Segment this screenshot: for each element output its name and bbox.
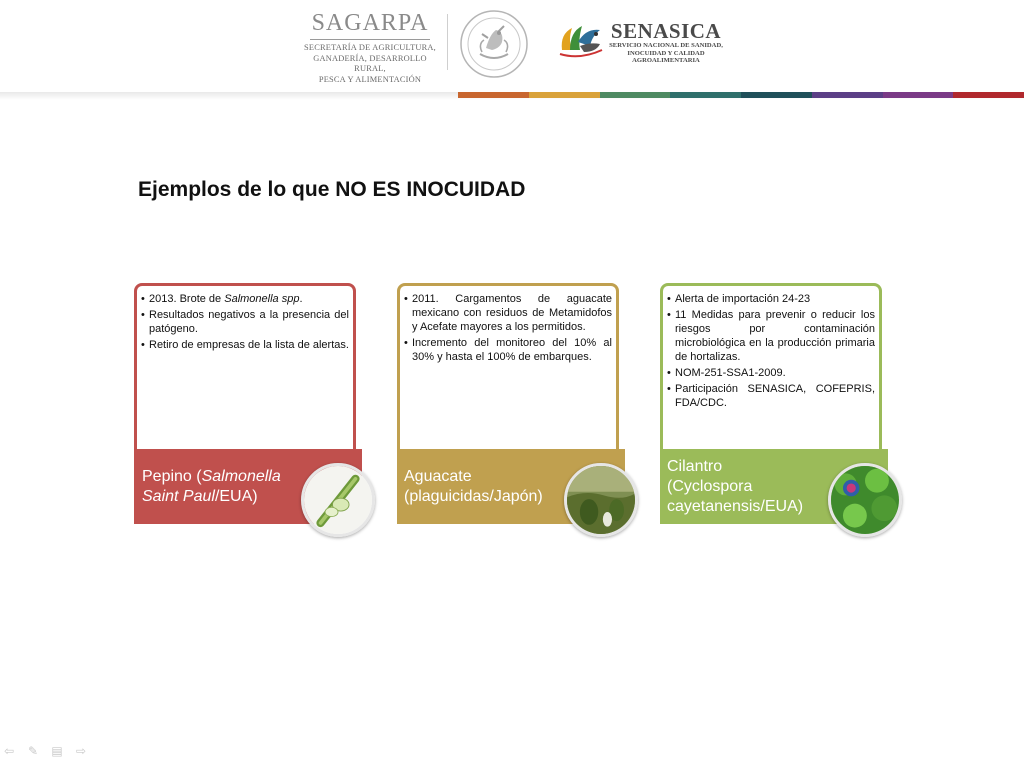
card-aguacate-bullet-1: • 2011. Cargamentos de aguacate mexicano con residuos de Metamidofos y Acefate mayores a los permitidos. — [404, 292, 612, 334]
sagarpa-subtitle-2: GANADERÍA, DESARROLLO RURAL, — [313, 53, 427, 73]
card-pepino-bullet-2: • Resultados negativos a la presencia del patógeno. — [141, 308, 349, 336]
senasica-wordmark: SENASICA — [610, 19, 722, 43]
senasica-logo — [606, 20, 726, 65]
color-strip-segment — [670, 92, 741, 98]
cilantro-photo — [828, 463, 902, 537]
senasica-emblem-icon — [556, 20, 604, 64]
pen-icon[interactable]: ✎ — [27, 744, 39, 758]
color-strip-segment — [529, 92, 600, 98]
color-strip — [458, 92, 1024, 98]
sagarpa-wordmark: SAGARPA — [311, 10, 429, 36]
card-cilantro-bullet-2: • 11 Medidas para prevenir o reducir los riesgos por contaminación microbiológica en la producción primaria de hortalizas. — [667, 308, 875, 364]
card-pepino-bullet-3: • Retiro de empresas de la lista de alertas. — [141, 338, 349, 352]
card-aguacate-label: Aguacate (plaguicidas/Japón) — [404, 468, 543, 505]
header-bar — [0, 0, 1024, 92]
card-pepino-details — [134, 283, 356, 449]
color-strip-segment — [741, 92, 812, 98]
sagarpa-rule — [310, 39, 430, 40]
card-cilantro-details — [660, 283, 882, 449]
sagarpa-logo — [300, 10, 440, 85]
senasica-subtitle-3: AGROALIMENTARIA — [632, 57, 700, 65]
color-strip-segment — [600, 92, 671, 98]
card-cilantro-bullet-4: • Participación SENASICA, COFEPRIS, FDA/CDC. — [667, 382, 875, 410]
mexican-seal-icon — [458, 8, 530, 80]
arrow-right-icon[interactable]: ⇨ — [75, 744, 87, 758]
logo-divider — [447, 14, 448, 70]
card-cilantro-label: Cilantro (Cyclospora cayetanensis/EUA) — [667, 458, 804, 515]
color-strip-segment — [883, 92, 954, 98]
card-aguacate-bullet-2: • Incremento del monitoreo del 10% al 30% y hasta el 100% de embarques. — [404, 336, 612, 364]
color-strip-segment — [812, 92, 883, 98]
card-cilantro-bullet-3: • NOM-251-SSA1-2009. — [667, 366, 875, 380]
slide-nav-controls — [2, 744, 88, 758]
sagarpa-subtitle-3: PESCA Y ALIMENTACIÓN — [318, 74, 422, 84]
card-cilantro-bullet-1: • Alerta de importación 24-23 — [667, 292, 875, 306]
card-aguacate-details — [397, 283, 619, 449]
slide-title: Ejemplos de lo que NO ES INOCUIDAD — [138, 178, 526, 201]
slides-icon[interactable]: ▤ — [51, 744, 63, 758]
aguacate-photo — [564, 463, 638, 537]
pepino-photo — [301, 463, 375, 537]
senasica-subtitle-1: SERVICIO NACIONAL DE SANIDAD, — [609, 42, 723, 49]
sagarpa-subtitle-1: SECRETARÍA DE AGRICULTURA, — [304, 43, 436, 52]
card-pepino-bullet-1: • 2013. Brote de Salmonella spp. — [141, 292, 349, 306]
color-strip-segment — [458, 92, 529, 98]
arrow-left-icon[interactable]: ⇦ — [3, 744, 15, 758]
card-pepino-label: Pepino (Salmonella Saint Paul/EUA) — [142, 468, 281, 505]
senasica-subtitle-2: INOCUIDAD Y CALIDAD — [627, 49, 705, 57]
color-strip-segment — [953, 92, 1024, 98]
